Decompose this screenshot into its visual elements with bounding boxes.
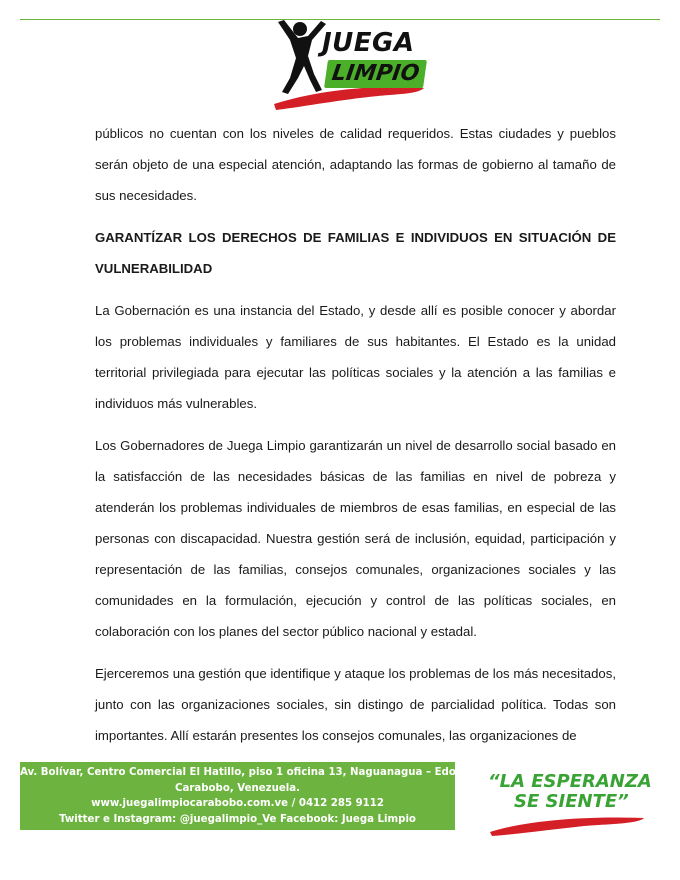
logo-text-limpio: LIMPIO [324, 60, 427, 88]
slogan-line-1: “LA ESPERANZA [488, 771, 652, 792]
footer-address-line-2: Carabobo, Venezuela. [175, 782, 300, 794]
paragraph-4: Ejerceremos una gestión que identifique y ataque los problemas de los más necesitados, junto con las organizaciones sociales, sin distingo de parcialidad política. Todas son importantes. Allí estarán presentes los consejos comunales, las organizaciones de [95, 666, 616, 743]
footer-address-line-1: Av. Bolívar, Centro Comercial El Hatillo, piso 1 oficina 13, Naguanagua – Edo. [20, 767, 460, 778]
juega-limpio-logo [268, 18, 428, 114]
slogan-swoosh-icon [488, 812, 648, 838]
paragraph-1: públicos no cuentan con los niveles de calidad requeridos. Estas ciudades y pueblos serán objeto de una especial atención, adaptando las formas de gobierno al tamaño de sus necesidades. [95, 126, 616, 203]
logo-text-juega: JUEGA [322, 28, 415, 58]
footer-social-media: Twitter e Instagram: @juegalimpio_Ve Facebook: Juega Limpio [59, 813, 416, 825]
section-heading: GARANTÍZAR LOS DERECHOS DE FAMILIAS E INDIVIDUOS EN SITUACIÓN DE VULNERABILIDAD [95, 230, 616, 276]
document-body [95, 118, 616, 762]
paragraph-2: La Gobernación es una instancia del Estado, y desde allí es posible conocer y abordar los problemas individuales y familiares de sus habitantes. El Estado es la unidad territorial privilegiada para ejecutar las políticas sociales y la atención a las familias e individuos más vulnerables. [95, 303, 616, 411]
slogan-line-2: SE SIENTE” [514, 791, 629, 812]
paragraph-3: Los Gobernadores de Juega Limpio garantizarán un nivel de desarrollo social basado en la satisfacción de las necesidades básicas de las familias en nivel de pobreza y atenderán los problemas individuales de miembros de esas familias, en especial de las personas con discapacidad. Nuestra gestión será de inclusión, equidad, participación y representación de las familias, consejos comunales, organizaciones sociales y las comunidades en la formulación, ejecución y control de las políticas sociales, en colaboración con los planes del sector público nacional y estadal. [95, 438, 616, 639]
footer-website-phone: www.juegalimpiocarabobo.com.ve / 0412 285 9112 [91, 798, 384, 809]
slogan-logo [488, 766, 652, 838]
footer-contact-box [20, 762, 460, 830]
